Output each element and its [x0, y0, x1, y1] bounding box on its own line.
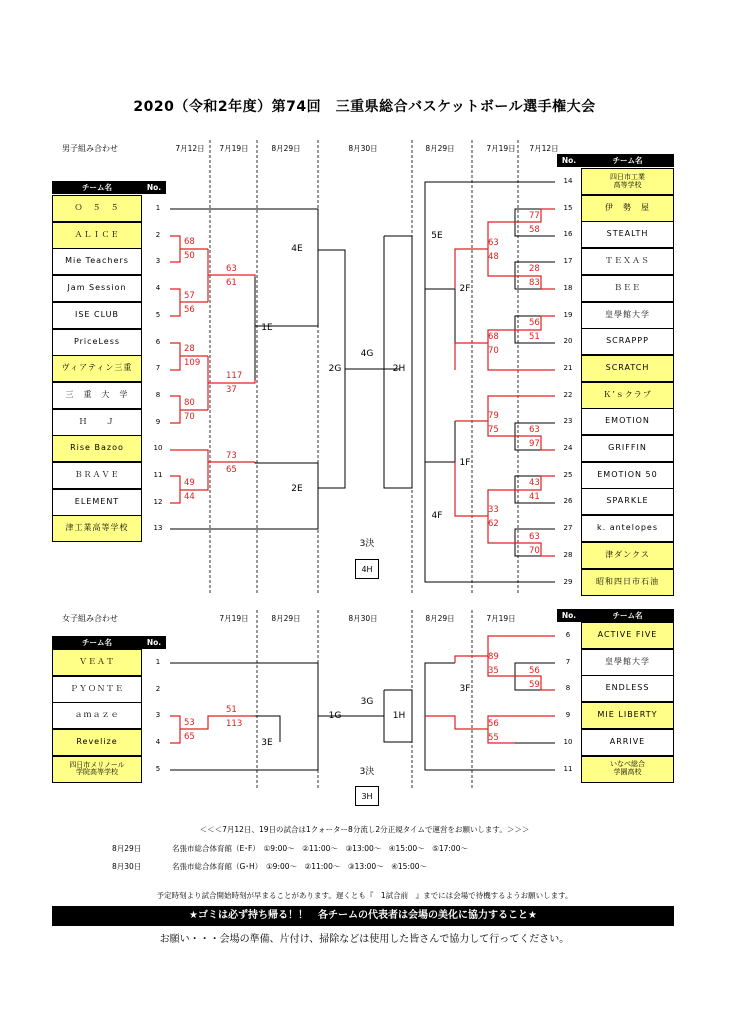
- team-name: Ｏ ５ ５: [52, 195, 142, 222]
- date-label: 7月12日: [529, 144, 559, 153]
- score: 75: [488, 425, 499, 435]
- team-name: Ｋ’ｓクラブ: [581, 382, 674, 409]
- team-name: ACTIVE FIVE: [581, 622, 674, 649]
- score: 59: [529, 680, 540, 690]
- date-label: 8月30日: [348, 144, 378, 153]
- men-right-header-team: チーム名: [581, 154, 674, 167]
- team-number: 10: [153, 444, 163, 453]
- team-name: SCRAPPP: [581, 328, 674, 355]
- team-name: 津ダンクス: [581, 542, 674, 569]
- team-name: 津工業高等学校: [52, 515, 142, 542]
- score: 73: [226, 451, 237, 461]
- game-1H: 1H: [392, 711, 406, 721]
- score: 63: [529, 425, 540, 435]
- score: 70: [488, 346, 499, 356]
- women-section-label: 女子組み合わせ: [62, 614, 118, 623]
- women-right-header-no: No.: [557, 609, 581, 622]
- team-number: 23: [563, 417, 573, 426]
- score: 49: [184, 478, 195, 488]
- venue-schedule-2: 名張市総合体育館（G･H） ①9:00～ ②11:00～ ③13:00～ ④15:00～: [172, 862, 428, 871]
- date-label: 8月29日: [425, 614, 455, 623]
- score: 63: [529, 532, 540, 542]
- women-right-header-team: チーム名: [581, 609, 674, 622]
- team-name: ＴＥＸＡＳ: [581, 248, 674, 275]
- team-name: STEALTH: [581, 221, 674, 248]
- team-number: 9: [565, 711, 571, 720]
- team-number: 27: [563, 524, 573, 533]
- team-number: 15: [563, 203, 573, 212]
- score: 58: [529, 225, 540, 235]
- team-name: ＢＲＡＶＥ: [52, 462, 142, 489]
- team-name: ヴィアティン三重: [52, 355, 142, 382]
- score: 65: [184, 732, 195, 742]
- advance-note: 予定時刻より試合開始時刻が早まることがあります。遅くとも『 1試合前 』までには会場で待機するようお願いします。: [156, 891, 573, 900]
- team-number: 5: [155, 764, 161, 773]
- team-name: SCRATCH: [581, 355, 674, 382]
- team-name: ＡＬＩＣＥ: [52, 222, 142, 249]
- venue-date-1: 8月29日: [112, 844, 142, 853]
- date-label: 7月12日: [175, 144, 205, 153]
- team-number: 19: [563, 310, 573, 319]
- team-name: いなべ総合 学園高校: [581, 756, 674, 783]
- team-number: 7: [565, 657, 571, 666]
- score: 79: [488, 411, 499, 421]
- score: 55: [488, 733, 499, 743]
- game-2G: 2G: [328, 364, 342, 374]
- score: 63: [488, 238, 499, 248]
- score: 63: [226, 264, 237, 274]
- team-name: PriceLess: [52, 329, 142, 356]
- team-number: 4: [155, 738, 161, 747]
- score: 70: [184, 412, 195, 422]
- team-number: 8: [155, 390, 161, 399]
- score: 56: [529, 318, 540, 328]
- score: 28: [184, 344, 195, 354]
- team-number: 10: [563, 737, 573, 746]
- score: 44: [184, 492, 195, 502]
- team-number: 25: [563, 470, 573, 479]
- team-number: 14: [563, 177, 573, 185]
- team-number: 1: [155, 204, 161, 212]
- team-name: 皇學館大学: [581, 649, 674, 676]
- team-number: 26: [563, 497, 573, 506]
- score: 70: [529, 546, 540, 556]
- score: 61: [226, 278, 237, 288]
- score: 83: [529, 278, 540, 288]
- team-name: ARRIVE: [581, 729, 674, 756]
- score: 62: [488, 519, 499, 529]
- team-name: ａｍａｚｅ: [52, 702, 142, 729]
- score: 113: [226, 719, 243, 729]
- team-number: 29: [563, 577, 573, 586]
- team-name: 三 重 大 学: [52, 382, 142, 409]
- score: 48: [488, 252, 499, 262]
- team-name: k. antelopes: [581, 515, 674, 542]
- score: 117: [226, 371, 243, 381]
- score: 53: [184, 718, 195, 728]
- men-left-header-no: No.: [142, 181, 166, 194]
- men-third-game: 4H: [355, 559, 379, 579]
- team-number: 3: [155, 711, 161, 720]
- men-right-header-no: No.: [557, 154, 581, 167]
- score: 97: [529, 439, 540, 449]
- women-third-label: 3決: [359, 767, 375, 777]
- cleanup-banner: ★ゴミは必ず持ち帰る！！ 各チームの代表者は会場の美化に協力すること★: [52, 906, 674, 926]
- date-label: 7月19日: [486, 144, 516, 153]
- team-name: 昭和四日市石油: [581, 569, 674, 596]
- team-number: 4: [155, 284, 161, 293]
- date-label: 7月19日: [219, 144, 249, 153]
- score: 89: [488, 652, 499, 662]
- team-name: Mie Teachers: [52, 248, 142, 275]
- game-4E: 4E: [291, 244, 303, 254]
- team-name: EMOTION: [581, 408, 674, 435]
- date-label: 8月29日: [425, 144, 455, 153]
- men-left-header-team: チーム名: [52, 181, 142, 194]
- team-number: 7: [155, 364, 161, 373]
- men-section-label: 男子組み合わせ: [62, 144, 118, 153]
- score: 50: [184, 251, 195, 261]
- team-number: 28: [563, 550, 573, 559]
- game-1G: 1G: [328, 711, 342, 721]
- date-label: 8月29日: [271, 144, 301, 153]
- score: 33: [488, 505, 499, 515]
- score: 65: [226, 465, 237, 475]
- game-4F: 4F: [431, 511, 443, 521]
- women-third-game: 3H: [355, 786, 379, 806]
- team-name: ＶＥＡＴ: [52, 649, 142, 676]
- team-number: 2: [155, 230, 161, 239]
- score: 56: [529, 666, 540, 676]
- team-name: MIE LIBERTY: [581, 702, 674, 729]
- score: 51: [226, 705, 237, 715]
- team-number: 9: [155, 417, 161, 426]
- score: 68: [488, 332, 499, 342]
- date-label: 7月19日: [219, 614, 249, 623]
- team-number: 24: [563, 444, 573, 452]
- team-name: Rise Bazoo: [52, 435, 142, 462]
- team-name: SPARKLE: [581, 488, 674, 515]
- rule-note: ＜＜＜7月12日、19日の試合は1クォーター8分流し2分正規タイムで運営をお願いします。＞＞＞: [199, 825, 530, 834]
- game-3E: 3E: [261, 738, 273, 748]
- team-name: ＰＹＯＮＴＥ: [52, 676, 142, 703]
- game-2E: 2E: [291, 484, 303, 494]
- team-name: ENDLESS: [581, 675, 674, 702]
- team-number: 2: [155, 684, 161, 693]
- date-label: 8月30日: [348, 614, 378, 623]
- date-label: 7月19日: [486, 614, 516, 623]
- score: 68: [184, 237, 195, 247]
- venue-date-2: 8月30日: [112, 862, 142, 871]
- game-4G: 4G: [360, 349, 374, 359]
- team-name: Jam Session: [52, 275, 142, 302]
- score: 43: [529, 478, 540, 488]
- score: 77: [529, 211, 540, 221]
- team-number: 1: [155, 658, 161, 666]
- game-2F: 2F: [459, 284, 471, 294]
- team-name: 伊 勢 屋: [581, 195, 674, 222]
- score: 28: [529, 264, 540, 274]
- score: 56: [184, 305, 195, 315]
- score: 56: [488, 719, 499, 729]
- team-name: 四日市メリノール 学院高等学校: [52, 756, 142, 783]
- men-third-label: 3決: [359, 539, 375, 549]
- team-number: 6: [155, 337, 161, 346]
- team-name: GRIFFIN: [581, 435, 674, 462]
- team-number: 3: [155, 257, 161, 266]
- team-number: 17: [563, 257, 573, 266]
- score: 41: [529, 492, 540, 502]
- team-number: 8: [565, 684, 571, 693]
- game-3G: 3G: [360, 697, 374, 707]
- score: 80: [184, 398, 195, 408]
- team-number: 11: [563, 764, 573, 773]
- game-3F: 3F: [459, 684, 471, 694]
- team-name: ISE CLUB: [52, 302, 142, 329]
- date-label: 8月29日: [271, 614, 301, 623]
- team-name: 皇學館大学: [581, 302, 674, 329]
- venue-schedule-1: 名張市総合体育館（E･F） ①9:00～ ②11:00～ ③13:00～ ④15:00～ ⑤17:00～: [172, 844, 468, 853]
- game-2H: 2H: [392, 364, 406, 374]
- team-name: ＢＥＥ: [581, 275, 674, 302]
- team-name: ELEMENT: [52, 489, 142, 516]
- team-number: 21: [563, 363, 573, 372]
- team-number: 16: [563, 230, 573, 239]
- women-left-header-no: No.: [142, 636, 166, 649]
- team-name: EMOTION 50: [581, 462, 674, 489]
- team-number: 13: [153, 524, 163, 533]
- game-1F: 1F: [459, 458, 471, 468]
- score: 57: [184, 291, 195, 301]
- team-number: 6: [565, 631, 571, 639]
- score: 37: [226, 385, 237, 395]
- game-1E: 1E: [261, 323, 273, 333]
- team-number: 18: [563, 283, 573, 292]
- team-name: 四日市工業 高等学校: [581, 168, 674, 195]
- team-name: Revelize: [52, 729, 142, 756]
- team-number: 20: [563, 337, 573, 346]
- score: 109: [184, 358, 201, 368]
- score: 51: [529, 332, 540, 342]
- footer-note: お願い・・・会場の準備、片付け、掃除などは使用した皆さんで協力して行ってください。: [159, 934, 570, 945]
- team-number: 11: [153, 471, 163, 479]
- team-number: 12: [153, 497, 163, 506]
- women-left-header-team: チーム名: [52, 636, 142, 649]
- team-number: 22: [563, 390, 573, 399]
- score: 35: [488, 666, 499, 676]
- game-5E: 5E: [431, 231, 443, 241]
- team-number: 5: [155, 310, 161, 319]
- page-title: 2020（令和2年度）第74回 三重県総合バスケットボール選手権大会: [133, 99, 596, 115]
- team-name: Ｈ Ｊ: [52, 409, 142, 436]
